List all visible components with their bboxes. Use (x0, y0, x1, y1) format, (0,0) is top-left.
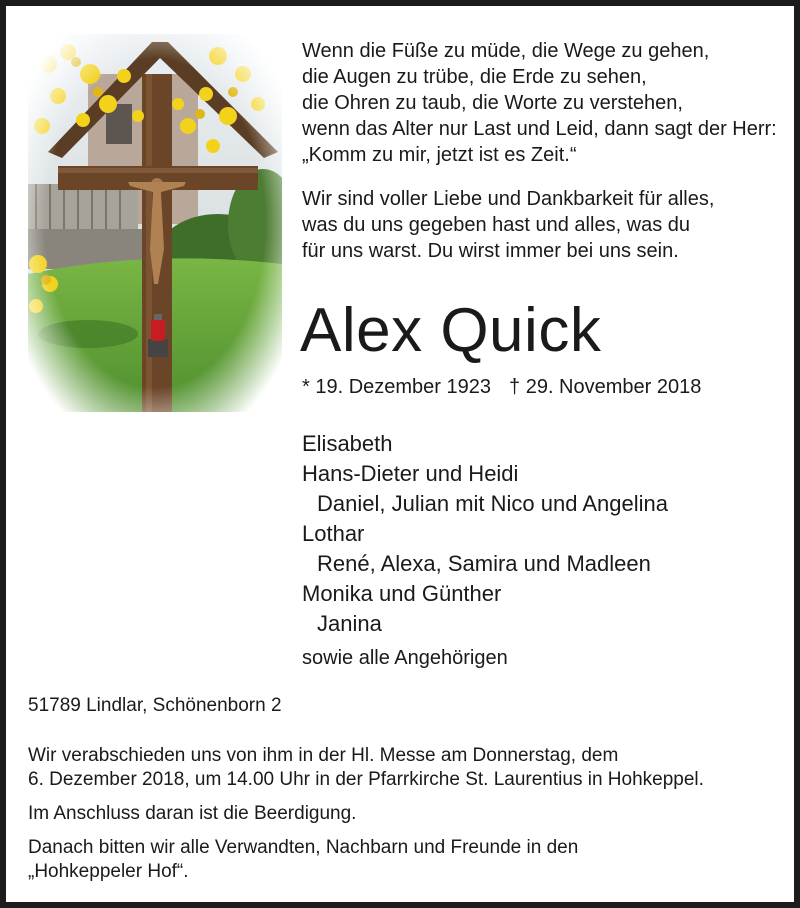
poem-line: „Komm zu mir, jetzt ist es Zeit.“ (302, 144, 577, 166)
poem-stanza-2 (302, 186, 792, 264)
deceased-name: Alex Quick (300, 296, 602, 365)
invitation-line: „Hohkeppeler Hof“. (28, 861, 189, 882)
poem-stanza-1 (302, 38, 792, 168)
mourner-line: René, Alexa, Samira und Madleen (317, 551, 651, 576)
mourner-line: Hans-Dieter und Heidi (302, 461, 519, 486)
poem-line: Wenn die Füße zu müde, die Wege zu gehen, (302, 40, 710, 62)
poem-line: für uns warst. Du wirst immer bei uns sein. (302, 240, 679, 262)
death-date: † 29. November 2018 (509, 376, 702, 398)
mourner-line: Monika und Günther (302, 581, 502, 606)
poem-line: was du uns gegeben hast und alles, was du (302, 214, 691, 236)
life-dates (302, 374, 701, 400)
mourner-line: Elisabeth (302, 431, 393, 456)
mourner-line: Daniel, Julian mit Nico und Angelina (317, 491, 668, 516)
mourner-line: Janina (317, 611, 382, 636)
service-info (28, 694, 788, 884)
service-text-line: 6. Dezember 2018, um 14.00 Uhr in der Pfarrkirche St. Laurentius in Hohkeppel. (28, 769, 704, 790)
mourners-list (302, 429, 668, 671)
invitation-line: Danach bitten wir alle Verwandten, Nachbarn und Freunde in den (28, 837, 579, 858)
wayside-cross-photo (28, 34, 282, 412)
poem-line: Wir sind voller Liebe und Dankbarkeit für alles, (302, 188, 715, 210)
poem-line: die Augen zu trübe, die Erde zu sehen, (302, 66, 647, 88)
poem-line: die Ohren zu taub, die Worte zu verstehen, (302, 92, 683, 114)
poem-line: wenn das Alter nur Last und Leid, dann sagt der Herr: (302, 118, 777, 140)
service-text-line: Wir verabschieden uns von ihm in der Hl. Messe am Donnerstag, dem (28, 745, 619, 766)
birth-date: * 19. Dezember 1923 (302, 376, 492, 398)
burial-note: Im Anschluss daran ist die Beerdigung. (28, 803, 357, 824)
address: 51789 Lindlar, Schönenborn 2 (28, 695, 282, 716)
mourner-line: Lothar (302, 521, 365, 546)
mourners-closing: sowie alle Angehörigen (302, 647, 508, 669)
